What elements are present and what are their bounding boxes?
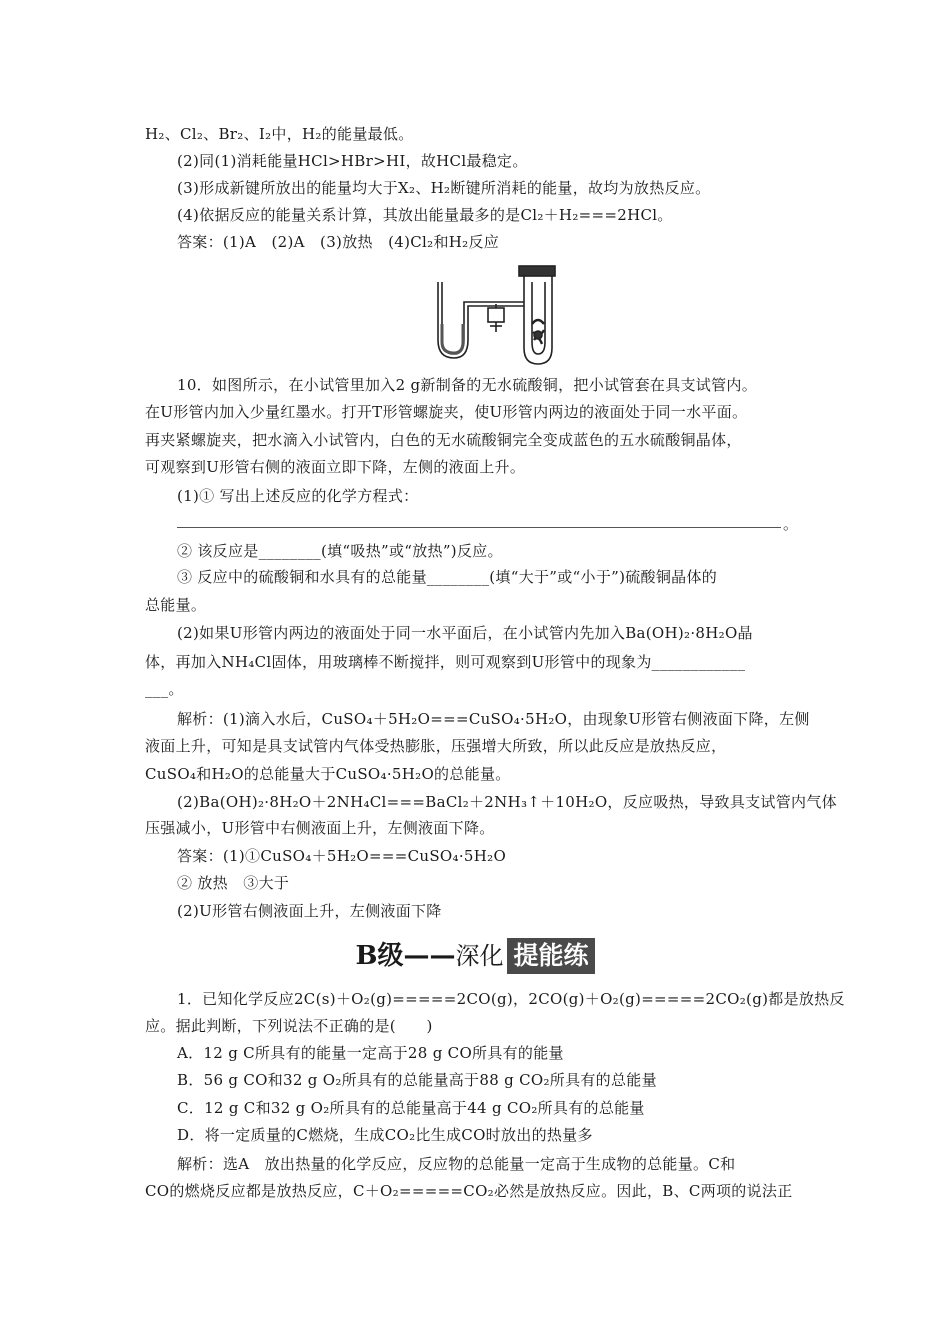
text-line: CO的燃烧反应都是放热反应，C＋O₂=====CO₂必然是放热反应。因此，B、C两项的说法正 xyxy=(145,1182,793,1200)
option-c: C．12 g C和32 g O₂所具有的总能量高于44 g CO₂所具有的总能量 xyxy=(177,1099,645,1117)
text-line: (1)① 写出上述反应的化学方程式： xyxy=(177,487,419,505)
text-line: 液面上升，可知是具支试管内气体受热膨胀，压强增大所致，所以此反应是放热反应， xyxy=(145,737,727,755)
text-line: (2)U形管右侧液面上升，左侧液面下降 xyxy=(177,902,442,920)
text-line: 压强减小，U形管中右侧液面上升，左侧液面下降。 xyxy=(145,819,495,837)
section-level: B级 xyxy=(355,941,404,971)
option-d: D．将一定质量的C燃烧，生成CO₂比生成CO时放出的热量多 xyxy=(177,1126,593,1144)
text-line: (2)同(1)消耗能量HCl>HBr>HI，故HCl最稳定。 xyxy=(177,152,528,170)
text-line: (3)形成新键所放出的能量均大于X₂、H₂断键所消耗的能量，故均为放热反应。 xyxy=(177,179,711,197)
text-line: 应。据此判断，下列说法不正确的是( ) xyxy=(145,1017,433,1035)
section-badge: 提能练 xyxy=(507,938,594,974)
text-line: (4)依据反应的能量关系计算，其放出能量最多的是Cl₂＋H₂===2HCl。 xyxy=(177,206,673,224)
answer-blank xyxy=(177,527,781,528)
text-line: (2)Ba(OH)₂·8H₂O＋2NH₄Cl===BaCl₂＋2NH₃↑＋10H₂O，反应吸热，导致具支试管内气体 xyxy=(177,793,837,811)
text-line: CuSO₄和H₂O的总能量大于CuSO₄·5H₂O的总能量。 xyxy=(145,765,511,783)
text-line: 可观察到U形管右侧的液面立即下降，左侧的液面上升。 xyxy=(145,458,526,476)
text-line: ② 放热 ③大于 xyxy=(177,874,290,892)
option-a: A．12 g C所具有的能量一定高于28 g CO所具有的能量 xyxy=(177,1044,564,1062)
text-line: ③ 反应中的硫酸铜和水具有的总能量________(填“大于”或“小于”)硫酸铜晶体的 xyxy=(177,568,718,586)
text-line: 总能量。 xyxy=(145,596,207,614)
text-line: H₂、Cl₂、Br₂、I₂中，H₂的能量最低。 xyxy=(145,125,414,143)
analysis-line: 解析：(1)滴入水后，CuSO₄＋5H₂O===CuSO₄·5H₂O，由现象U形管右侧液面下降，左侧 xyxy=(177,710,810,728)
answer-line: 答案：(1)A (2)A (3)放热 (4)Cl₂和H₂反应 xyxy=(177,233,500,251)
text-line: 再夹紧螺旋夹，把水滴入小试管内，白色的无水硫酸铜完全变成蓝色的五水硫酸铜晶体， xyxy=(145,431,742,449)
text-line: (2)如果U形管内两边的液面处于同一水平面后，在小试管内先加入Ba(OH)₂·8H₂O晶 xyxy=(177,624,753,642)
text-line: 10．如图所示，在小试管里加入2 g新制备的无水硫酸铜，把小试管套在具支试管内。 xyxy=(177,376,758,394)
text-line: ② 该反应是________(填“吸热”或“放热”)反应。 xyxy=(177,542,503,560)
question-line: 1．已知化学反应2C(s)＋O₂(g)=====2CO(g)，2CO(g)＋O₂(g)=====2CO₂(g)都是放热反 xyxy=(177,990,845,1008)
answer-line: 答案：(1)①CuSO₄＋5H₂O===CuSO₄·5H₂O xyxy=(177,847,507,865)
analysis-line: 解析：选A 放出热量的化学反应，反应物的总能量一定高于生成物的总能量。C和 xyxy=(177,1155,736,1173)
text-line: 体，再加入NH₄Cl固体，用玻璃棒不断搅拌，则可观察到U形管中的现象为____________ xyxy=(145,653,746,671)
section-subtitle: 深化 xyxy=(455,942,504,970)
text-line: 。 xyxy=(783,515,799,533)
option-b: B．56 g CO和32 g O₂所具有的总能量高于88 g CO₂所具有的总能量 xyxy=(177,1071,657,1089)
text-line: 在U形管内加入少量红墨水。打开T形管螺旋夹，使U形管内两边的液面处于同一水平面。 xyxy=(145,403,748,421)
section-dash: —— xyxy=(403,941,456,971)
u-tube-apparatus-figure xyxy=(432,262,572,368)
section-heading xyxy=(0,938,950,974)
text-line: ___。 xyxy=(145,680,184,698)
